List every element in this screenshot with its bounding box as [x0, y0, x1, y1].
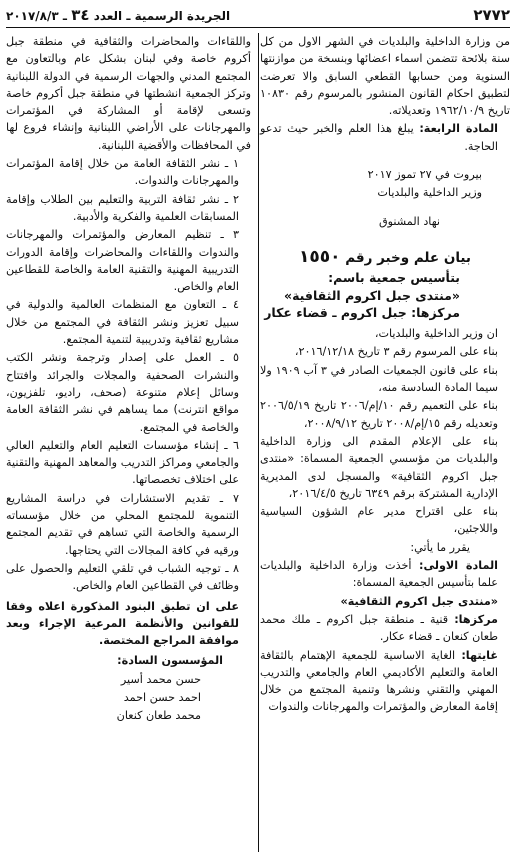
list-item: ٣ ـ تنظيم المعارض والمؤتمرات والمهرجانات والندوات واللقاءات والمحاضرات وإقامة الدورات التدريبية المهنية والتقنية العامة والخاصة للقطاعين العام والخاص. [6, 228, 239, 294]
paragraph: بناء على التعميم رقم ١٠/إم/٢٠٠٦ تاريخ ٢٠٠٦/٥/١٩ وتعديله رقم ١٥/إم/٢٠٠٨ تاريخ ٢٠٠٨/٩/١٢، [260, 399, 498, 430]
founder-name: احمد حسن احمد [123, 690, 201, 704]
notice-subtitle: بتأسيس جمعية باسم: [328, 270, 460, 286]
page-header [6, 4, 510, 26]
journal-name: الجريدة الرسمية ـ العدد [93, 9, 231, 23]
list-item: ٨ ـ توجيه الشباب في تلقي التعليم والحصول على وظائف في القطاعين العام والخاص. [6, 561, 239, 593]
place-date: بيروت في ٢٧ تموز ٢٠١٧ [367, 168, 482, 182]
minister-name: نهاد المشنوق [378, 214, 440, 228]
left-column [6, 33, 251, 726]
notice-title [260, 246, 510, 267]
list-item: ٦ ـ إنشاء مؤسسات التعليم العام والتعليم العالي والجامعي ومراكز التدريب والمعاهد المهنية والتقنية على اختلاف تخصصاتها. [6, 438, 239, 487]
right-column [260, 33, 510, 717]
list-item: ٧ ـ تقديم الاستشارات في دراسة المشاريع التنموية للمجتمع المحلي من خلال مؤسساته الرسمية والخاصة التي تساهم في تقديم المجتمع ورقيه في كافة المجالات التي يحتاجها. [6, 491, 239, 557]
list-item: ٥ ـ العمل على إصدار وترجمة ونشر الكتب والنشرات الصحفية والمجلات والجرائد وافتتاح وسائل إعلام متنوعة (صحف، راديو، تلفزيون، مواقع انترنت) مما يساهم في نشر الثقافة العامة والخاصة في المجتمع. [6, 351, 239, 434]
issue-number: ٣٤ [71, 6, 90, 24]
page-number: ٢٧٧٢ [473, 6, 510, 24]
column-divider [258, 33, 259, 852]
paragraph: بناء على اقتراح مدير عام الشؤون السياسية واللاجئين، [260, 505, 498, 536]
decides: يقرر ما يأتي: [410, 540, 470, 554]
founder-name: حسن محمد أسير [120, 672, 201, 686]
notice-title-prefix: بيان علم وخبر رقم [345, 249, 472, 266]
paragraph: واللقاءات والمحاضرات والثقافية في منطقة جبل أكروم خاصة وفي لبنان بشكل عام وبالتعاون مع المجتمع المدني والجهات الرسمية في الدولة اللبنانية وتركز الجمعية انشطتها في منطقة جبل أكروم خاصة وتسعى لإقامة أو المشاركة في المؤتمرات والمهرجانات على الأراضي اللبنانية وإنشاء فروع لها في المحافظات والأقضية اللبنانية. [6, 35, 251, 152]
minister-title: وزير الداخلية والبلديات [377, 186, 482, 200]
hq-paragraph [260, 611, 510, 646]
article-label: المادة الاولى: [418, 559, 499, 573]
hq-text: قنية ـ منطقة جبل اكروم ـ ملك محمد طعان كنعان ـ قضاء عكار. [260, 612, 498, 644]
article-label: المادة الرابعة: [419, 122, 498, 136]
founders-label: المؤسسون السادة: [117, 654, 223, 668]
notice-number: ١٥٥٠ [298, 246, 341, 267]
article-text: أخذت وزارة الداخلية والبلديات علما بتأسيس الجمعية المسماة: [260, 559, 498, 590]
association-name: «منتدى جبل اكروم الثقافية» [340, 594, 498, 608]
paragraph: من وزارة الداخلية والبلديات في الشهر الاول من كل سنة بلائحة تتضمن اسماء اعضائها وبنسخة من موازنتها السنوية ومن حسابها القطعي السابق والا تعرضت لتطبيق احكام القانون المنشور بالمرسوم رقم ١٠٨٣٠ تاريخ ١٩٦٢/١٠/٩ وتعديلاته. [260, 35, 510, 118]
goal-text: الغاية الاساسية للجمعية الإهتمام بالثقافة العامة والتعليم الأكاديمي العام والجامعي والتدريب المهني والتقني ونشرها وتنمية المجتمع من خلال إقامة المعارض والمؤتمرات والمهرجانات والندوات [260, 648, 498, 714]
journal-title [6, 6, 230, 24]
paragraph: بناء على قانون الجمعيات الصادر في ٣ آب ١٩٠٩ ولا سيما المادة السادسة منه، [260, 363, 498, 395]
goal-label: غايتها: [461, 648, 498, 662]
header-rule [6, 27, 510, 28]
founder-name: محمد طعان كنعان [116, 709, 201, 723]
list-item: ١ ـ نشر الثقافة العامة من خلال إقامة المؤتمرات والمهرجانات والندوات. [6, 157, 239, 188]
article-text: يبلغ هذا العلم والخبر حيث تدعو الحاجة. [260, 122, 498, 153]
article-1 [260, 557, 510, 592]
list-item: ٤ ـ التعاون مع المنظمات العالمية والدولية في سبيل تعزيز ونشر الثقافة في المجتمع من خلال مشاريع ثقافية وتدريبية لتنمية المجتمع. [6, 298, 239, 347]
issue-date: ـ ٢٠١٧/٨/٣ [6, 9, 67, 23]
paragraph: بناء على المرسوم رقم ٣ تاريخ ٢٠١٦/١٢/١٨، [294, 345, 498, 359]
association-name: «منتدى جبل اكروم الثقافية» [284, 287, 460, 303]
closing-paragraph: على ان تطبق البنود المذكورة اعلاه وفقا للقوانين والأنظمة المرعية الإجراء وبعد موافقة المراجع المختصة. [6, 599, 239, 648]
paragraph: بناء على الإعلام المقدم الى وزارة الداخلية والبلديات من مؤسسي الجمعية المسماة: «منتدى جبل اكروم الثقافية» والمسجل لدى المديرية الإدارية المشتركة برقم ٦٣٤٩ تاريخ ٢٠١٦/٤/٥، [260, 434, 498, 500]
association-hq: مركزها: جبل اكروم ـ قضاء عكار [264, 304, 460, 320]
list-item: ٢ ـ نشر ثقافة التربية والتعليم بين الطلاب وإقامة المسابقات العلمية والفكرية والأدبية. [6, 192, 239, 223]
article-4 [260, 120, 510, 155]
paragraph: ان وزير الداخلية والبلديات، [374, 327, 498, 341]
goal-paragraph [260, 647, 510, 716]
signature-block [260, 166, 510, 230]
hq-label: مركزها: [454, 612, 498, 626]
